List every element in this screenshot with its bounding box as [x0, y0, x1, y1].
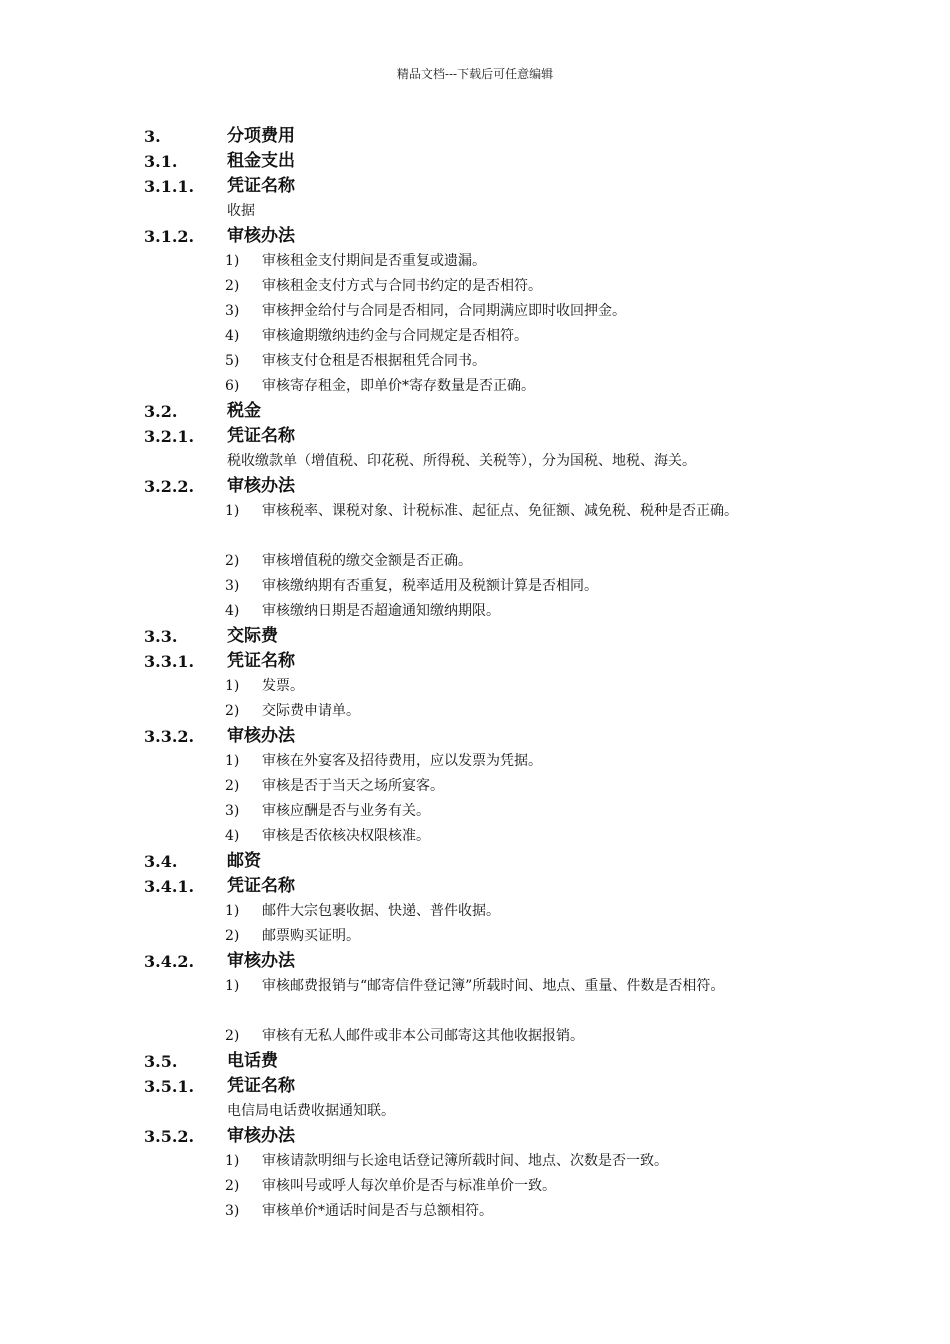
list-marker: 2): [225, 1028, 240, 1044]
section-number: 3.1.2.: [144, 227, 195, 246]
list-item-text: 审核租金支付方式与合同书约定的是否相符。: [262, 278, 542, 294]
list-item: [144, 1149, 824, 1174]
section-heading: [144, 949, 824, 974]
page-header: 精品文档---下载后可任意编辑: [396, 67, 554, 81]
section-heading: [144, 174, 824, 199]
section-title: 凭证名称: [227, 426, 295, 446]
paragraph-text: 收据: [227, 203, 255, 219]
list-item-text: 审核缴纳期有否重复，税率适用及税额计算是否相同。: [262, 578, 598, 594]
list-item: [144, 574, 824, 599]
section-number: 3.2.: [144, 402, 178, 421]
paragraph-text: 电信局电话费收据通知联。: [227, 1103, 395, 1119]
list-marker: 2): [225, 278, 240, 294]
list-item: [144, 349, 824, 374]
section-heading: [144, 649, 824, 674]
section-heading: [144, 1124, 824, 1149]
section-heading: [144, 149, 824, 174]
list-item-text: 审核是否依核决权限核准。: [262, 828, 430, 844]
list-item-text: 审核押金给付与合同是否相同，合同期满应即时收回押金。: [262, 303, 626, 319]
section-heading: [144, 849, 824, 874]
paragraph: [144, 199, 824, 224]
section-number: 3.5.: [144, 1052, 178, 1071]
list-item: [144, 324, 824, 349]
list-marker: 2): [225, 928, 240, 944]
list-marker: 1): [225, 678, 240, 694]
section-title: 审核办法: [227, 951, 295, 971]
list-item: [144, 924, 824, 949]
section-number: 3.3.2.: [144, 727, 195, 746]
list-item: [144, 274, 824, 299]
list-item-text: 审核寄存租金，即单价*寄存数量是否正确。: [262, 378, 535, 394]
list-item-text: 审核邮费报销与“邮寄信件登记簿”所载时间、地点、重量、件数是否相符。: [262, 978, 725, 994]
section-heading: [144, 1049, 824, 1074]
section-number: 3.4.1.: [144, 877, 195, 896]
section-number: 3.3.1.: [144, 652, 195, 671]
section-number: 3.1.1.: [144, 177, 195, 196]
list-item: [144, 899, 824, 924]
list-item-text: 邮件大宗包裹收据、快递、普件收据。: [262, 903, 500, 919]
list-marker: 4): [225, 603, 240, 619]
list-item: [144, 1199, 824, 1224]
list-marker: 3): [225, 303, 240, 319]
list-item-text: 审核应酬是否与业务有关。: [262, 803, 430, 819]
section-heading: [144, 724, 824, 749]
list-item: [144, 599, 824, 624]
section-number: 3.3.: [144, 627, 178, 646]
section-heading: [144, 474, 824, 499]
section-number: 3.5.1.: [144, 1077, 195, 1096]
list-marker: 1): [225, 503, 240, 519]
list-marker: 1): [225, 903, 240, 919]
section-title: 交际费: [227, 626, 278, 646]
document-body: [144, 124, 824, 1224]
section-number: 3.2.2.: [144, 477, 195, 496]
list-item-text: 邮票购买证明。: [262, 928, 360, 944]
list-marker: 4): [225, 828, 240, 844]
section-title: 审核办法: [227, 476, 295, 496]
list-item-text: 审核支付仓租是否根据租凭合同书。: [262, 353, 486, 369]
section-number: 3.4.: [144, 852, 178, 871]
section-title: 审核办法: [227, 1126, 295, 1146]
section-number: 3.4.2.: [144, 952, 195, 971]
list-marker: 2): [225, 553, 240, 569]
section-number: 3.2.1.: [144, 427, 195, 446]
list-item-text: 审核逾期缴纳违约金与合同规定是否相符。: [262, 328, 528, 344]
section-title: 审核办法: [227, 226, 295, 246]
section-heading: [144, 1074, 824, 1099]
list-item-text: 发票。: [262, 678, 304, 694]
list-item-text: 审核在外宴客及招待费用，应以发票为凭据。: [262, 753, 542, 769]
list-item-text: 审核请款明细与长途电话登记簿所载时间、地点、次数是否一致。: [262, 1153, 668, 1169]
list-item: [144, 799, 824, 824]
list-item: [144, 1024, 824, 1049]
list-marker: 1): [225, 978, 240, 994]
list-item: [144, 674, 824, 699]
section-number: 3.5.2.: [144, 1127, 195, 1146]
paragraph: [144, 1099, 824, 1124]
list-marker: 2): [225, 778, 240, 794]
list-item-text: 交际费申请单。: [262, 703, 360, 719]
paragraph-text: 税收缴款单（增值税、印花税、所得税、关税等），分为国税、地税、海关。: [227, 453, 696, 469]
list-item-text: 审核叫号或呼人每次单价是否与标准单价一致。: [262, 1178, 556, 1194]
list-item: [144, 749, 824, 774]
list-item: [144, 499, 824, 549]
section-title: 税金: [227, 401, 261, 421]
section-title: 凭证名称: [227, 176, 295, 196]
section-heading: [144, 124, 824, 149]
list-marker: 1): [225, 1153, 240, 1169]
list-marker: 5): [225, 353, 240, 369]
list-item: [144, 699, 824, 724]
list-item-text: 审核增值税的缴交金额是否正确。: [262, 553, 472, 569]
list-marker: 6): [225, 378, 240, 394]
list-marker: 1): [225, 253, 240, 269]
section-title: 邮资: [227, 851, 261, 871]
section-title: 凭证名称: [227, 1076, 295, 1096]
list-item: [144, 549, 824, 574]
list-marker: 2): [225, 1178, 240, 1194]
section-title: 凭证名称: [227, 876, 295, 896]
list-marker: 4): [225, 328, 240, 344]
list-item: [144, 974, 824, 1024]
list-marker: 3): [225, 1203, 240, 1219]
list-item-text: 审核单价*通话时间是否与总额相符。: [262, 1203, 493, 1219]
list-item: [144, 1174, 824, 1199]
section-heading: [144, 874, 824, 899]
list-marker: 1): [225, 753, 240, 769]
list-item-text: 审核是否于当天之场所宴客。: [262, 778, 444, 794]
section-title: 租金支出: [227, 151, 295, 171]
section-number: 3.1.: [144, 152, 178, 171]
list-marker: 3): [225, 578, 240, 594]
list-item: [144, 824, 824, 849]
list-item-text: 审核缴纳日期是否超逾通知缴纳期限。: [262, 603, 500, 619]
list-marker: 2): [225, 703, 240, 719]
section-title: 审核办法: [227, 726, 295, 746]
list-item: [144, 299, 824, 324]
section-number: 3.: [144, 127, 161, 146]
list-item-text: 审核租金支付期间是否重复或遗漏。: [262, 253, 486, 269]
section-title: 凭证名称: [227, 651, 295, 671]
section-title: 分项费用: [227, 126, 295, 146]
section-heading: [144, 624, 824, 649]
section-heading: [144, 399, 824, 424]
section-heading: [144, 424, 824, 449]
list-item-text: 审核有无私人邮件或非本公司邮寄这其他收据报销。: [262, 1028, 584, 1044]
list-item: [144, 774, 824, 799]
list-marker: 3): [225, 803, 240, 819]
list-item: [144, 249, 824, 274]
section-heading: [144, 224, 824, 249]
list-item: [144, 374, 824, 399]
list-item-text: 审核税率、课税对象、计税标准、起征点、免征额、减免税、税种是否正确。: [262, 503, 738, 519]
paragraph: [144, 449, 824, 474]
section-title: 电话费: [227, 1051, 278, 1071]
